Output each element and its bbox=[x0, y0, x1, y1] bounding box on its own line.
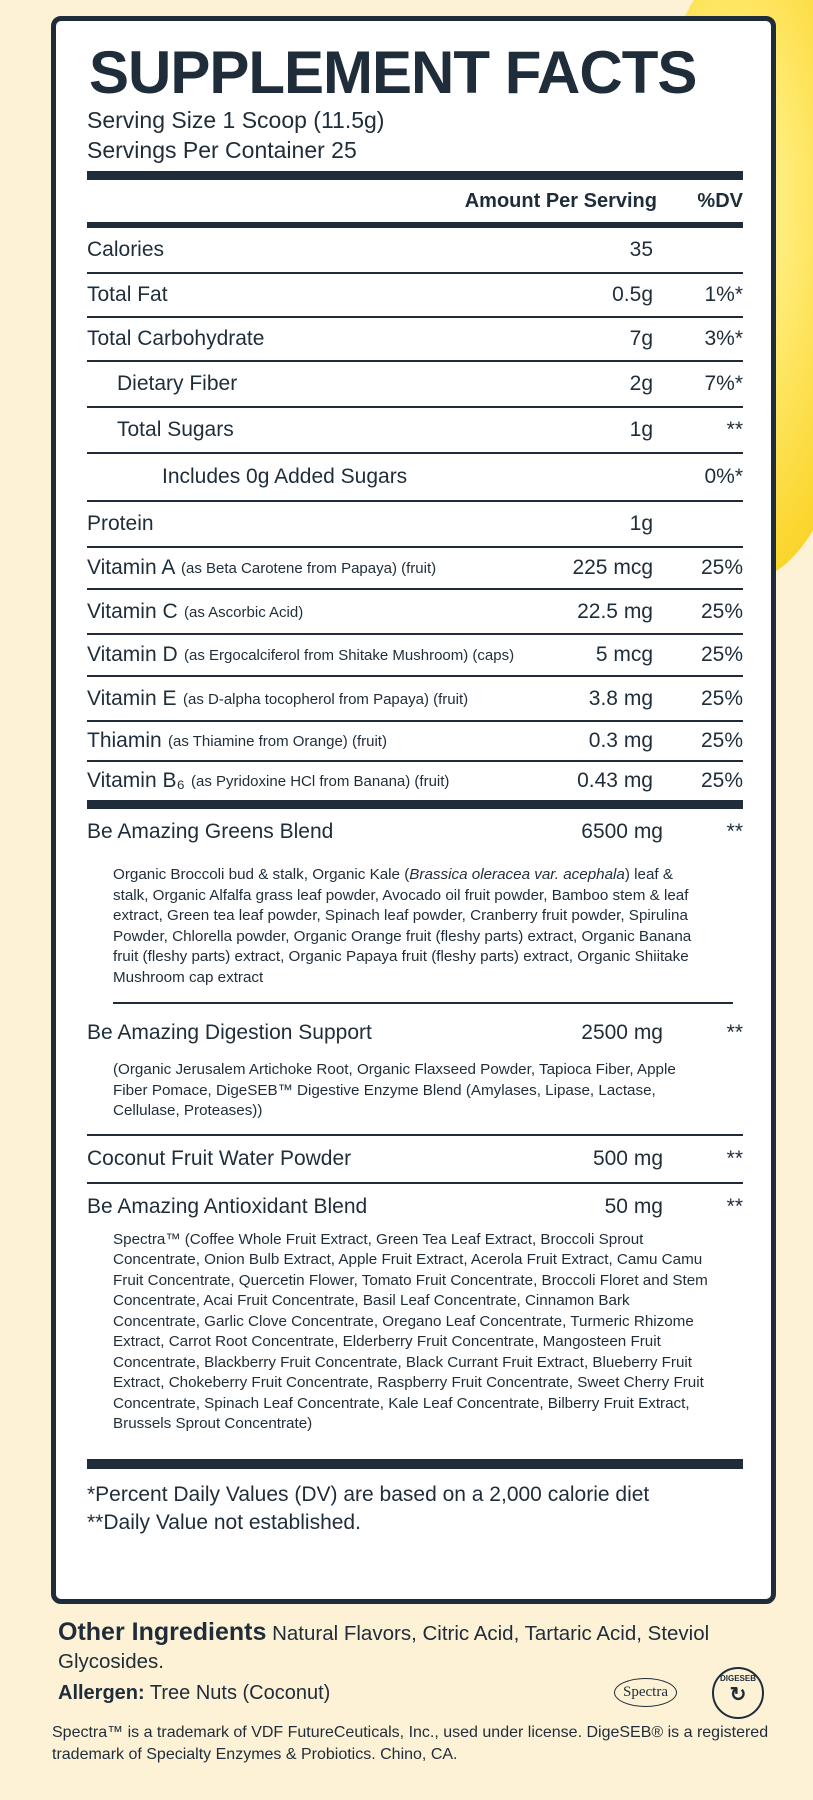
nutrient-name: Thiamin bbox=[87, 729, 162, 752]
divider-thick bbox=[87, 1459, 743, 1469]
nutrient-amount: 0.43 mg bbox=[577, 769, 653, 792]
nutrient-row bbox=[87, 274, 743, 316]
nutrient-source: (as Ascorbic Acid) bbox=[184, 604, 304, 621]
blend-amount: 6500 mg bbox=[581, 820, 663, 843]
blend-ingredients bbox=[87, 865, 743, 988]
other-ingredients-text: Natural Flavors, Citric Acid, Tartaric Acid, Steviol Glycosides. bbox=[58, 1622, 710, 1673]
nutrient-row bbox=[87, 590, 743, 633]
nutrient-row bbox=[87, 362, 743, 406]
nutrient-row bbox=[87, 318, 743, 360]
blend-name: Be Amazing Digestion Support bbox=[87, 1021, 372, 1044]
nutrient-amount: 2g bbox=[629, 372, 653, 395]
servings-per-container: Servings Per Container 25 bbox=[87, 137, 357, 163]
blend-amount: 50 mg bbox=[604, 1194, 663, 1218]
blend-dv: ** bbox=[726, 1146, 743, 1170]
nutrient-dv: 25% bbox=[700, 687, 743, 710]
other-ingredients-label: Other Ingredients bbox=[58, 1618, 267, 1646]
divider-thick bbox=[87, 171, 743, 180]
allergen-label: Allergen: bbox=[58, 1682, 145, 1704]
nutrient-dv: 1%* bbox=[704, 283, 743, 306]
nutrient-row bbox=[87, 228, 743, 272]
column-header bbox=[87, 180, 743, 222]
nutrient-row bbox=[87, 454, 743, 500]
supplement-facts-panel bbox=[51, 16, 776, 1604]
nutrient-row bbox=[87, 635, 743, 675]
blend-name: Be Amazing Antioxidant Blend bbox=[87, 1194, 368, 1218]
ingredients-text: ) leaf & stalk, Organic Alfalfa grass leaf powder, Avocado oil fruit powder, Bamboo stem & leaf extract, Green tea leaf powder, Spinach leaf powder, Cranberry fruit powder, Spirulina Powder, Chlorella powder, Organic Orange fruit (fleshy parts) extract, Organic Banana fruit (fleshy parts) extract, Organic Papaya fruit (fleshy parts) extract, Organic Shiitake Mushroom cap extract bbox=[113, 866, 692, 986]
swirl-icon: ↻ bbox=[729, 1684, 747, 1706]
nutrient-amount: 0.5g bbox=[612, 283, 653, 306]
nutrient-amount: 7g bbox=[629, 327, 653, 350]
nutrient-row bbox=[87, 548, 743, 588]
panel-content bbox=[87, 21, 743, 1537]
nutrient-name: Vitamin E bbox=[87, 687, 177, 710]
nutrient-row bbox=[87, 722, 743, 760]
digeseb-logo-text: DIGESEB bbox=[719, 1674, 756, 1683]
nutrient-dv: 0%* bbox=[704, 465, 743, 488]
nutrient-amount: 0.3 mg bbox=[588, 729, 653, 752]
nutrient-name: Protein bbox=[87, 512, 154, 535]
panel-title: SUPPLEMENT FACTS bbox=[89, 39, 697, 106]
legal-text: Spectra™ is a trademark of VDF FutureCeuticals, Inc., used under license. DigeSEB® is a registered trademark of Specialty Enzymes & Probiotics. Chino, CA. bbox=[52, 1724, 769, 1763]
allergen-text: Tree Nuts (Coconut) bbox=[149, 1682, 331, 1704]
nutrient-table bbox=[87, 228, 743, 800]
dv-header: %DV bbox=[697, 190, 743, 212]
ingredients-text: Organic Broccoli bud & stalk, Organic Kale ( bbox=[113, 866, 410, 883]
nutrient-source: (as Thiamine from Orange) (fruit) bbox=[168, 733, 387, 750]
nutrient-name: Vitamin A bbox=[87, 556, 176, 579]
nutrient-amount: 3.8 mg bbox=[588, 687, 653, 710]
amount-header: Amount Per Serving bbox=[464, 190, 657, 212]
nutrient-dv: 25% bbox=[700, 729, 743, 752]
blend-row bbox=[87, 1010, 743, 1056]
nutrient-dv: 7%* bbox=[704, 372, 743, 395]
nutrient-source: (as Ergocalciferol from Shitake Mushroom) (caps) bbox=[184, 647, 515, 664]
blend-dv: ** bbox=[726, 1021, 743, 1044]
footnote-not-established: **Daily Value not established. bbox=[87, 1510, 361, 1534]
nutrient-source: (as Pyridoxine HCl from Banana) (fruit) bbox=[191, 773, 450, 790]
nutrient-name: Dietary Fiber bbox=[117, 372, 238, 395]
nutrient-amount: 22.5 mg bbox=[577, 600, 653, 623]
nutrient-amount: 5 mcg bbox=[595, 643, 653, 666]
divider-thick bbox=[87, 800, 743, 809]
nutrient-dv: 3%* bbox=[704, 327, 743, 350]
nutrient-name: Includes 0g Added Sugars bbox=[162, 465, 408, 488]
ingredients-italic: Brassica oleracea var. acephala bbox=[409, 866, 625, 883]
nutrient-name: Calories bbox=[87, 238, 165, 261]
footnote-dv: *Percent Daily Values (DV) are based on a 2,000 calorie diet bbox=[87, 1482, 650, 1506]
nutrient-name: Total Fat bbox=[87, 283, 168, 306]
blend-amount: 2500 mg bbox=[581, 1021, 663, 1044]
blend-ingredients: (Organic Jerusalem Artichoke Root, Organic Flaxseed Powder, Tapioca Fiber, Apple Fiber Pomace, DigeSEB™ Digestive Enzyme Blend (Amylases, Lipase, Lactase, Cellulase, Proteases)) bbox=[113, 1061, 676, 1119]
nutrient-source: (as D-alpha tocopherol from Papaya) (fruit) bbox=[183, 691, 469, 708]
nutrient-name: Vitamin D bbox=[87, 643, 178, 666]
blend-dv: ** bbox=[726, 1194, 743, 1218]
nutrient-dv: 25% bbox=[700, 769, 743, 792]
nutrient-amount: 1g bbox=[629, 512, 653, 535]
spectra-logo: Spectra bbox=[614, 1678, 677, 1707]
nutrient-name: Vitamin B₆ bbox=[87, 769, 185, 792]
blend-dv: ** bbox=[726, 820, 743, 843]
nutrient-row bbox=[87, 502, 743, 546]
nutrient-name: Total Carbohydrate bbox=[87, 327, 265, 350]
blend-row bbox=[87, 809, 743, 855]
blend-ingredients: Spectra™ (Coffee Whole Fruit Extract, Green Tea Leaf Extract, Broccoli Sprout Concentrate, Onion Bulb Extract, Apple Fruit Extract, Acerola Fruit Extract, Camu Camu Fruit Concentrate, Quercetin Flower, Tomato Fruit Concentrate, Broccoli Floret and Stem Concentrate, Acai Fruit Concentrate, Basil Leaf Concentrate, Cinnamon Bark Concentrate, Garlic Clove Concentrate, Oregano Leaf Concentrate, Turmeric Rhizome Extract, Carrot Root Concentrate, Elderberry Fruit Concentrate, Mangosteen Fruit Concentrate, Blackberry Fruit Concentrate, Black Currant Fruit Extract, Blueberry Fruit Extract, Chokeberry Fruit Concentrate, Raspberry Fruit Concentrate, Sweet Cherry Fruit Concentrate, Spinach Leaf Concentrate, Kale Leaf Concentrate, Bilberry Fruit Extract, Brussels Sprout Concentrate) bbox=[113, 1230, 708, 1432]
nutrient-name: Total Sugars bbox=[117, 418, 234, 441]
serving-size: Serving Size 1 Scoop (11.5g) bbox=[87, 107, 385, 133]
digeseb-logo bbox=[712, 1667, 764, 1719]
nutrient-row bbox=[87, 762, 743, 800]
nutrient-dv: 25% bbox=[700, 600, 743, 623]
nutrient-amount: 225 mcg bbox=[572, 556, 653, 579]
divider-thin bbox=[113, 1002, 733, 1004]
blend-row bbox=[87, 1136, 743, 1182]
nutrient-name: Vitamin C bbox=[87, 600, 178, 623]
blend-amount: 500 mg bbox=[592, 1146, 663, 1170]
nutrient-source: (as Beta Carotene from Papaya) (fruit) bbox=[181, 560, 437, 577]
blend-row bbox=[87, 1184, 743, 1230]
nutrient-amount: 35 bbox=[629, 238, 653, 261]
other-ingredients bbox=[58, 1618, 778, 1676]
blend-name: Be Amazing Greens Blend bbox=[87, 820, 334, 843]
nutrient-amount: 1g bbox=[629, 418, 653, 441]
nutrient-row bbox=[87, 677, 743, 720]
nutrient-row bbox=[87, 408, 743, 452]
nutrient-dv: 25% bbox=[700, 556, 743, 579]
nutrient-dv: 25% bbox=[700, 643, 743, 666]
nutrient-dv: ** bbox=[726, 418, 743, 441]
blend-name: Coconut Fruit Water Powder bbox=[87, 1146, 352, 1170]
